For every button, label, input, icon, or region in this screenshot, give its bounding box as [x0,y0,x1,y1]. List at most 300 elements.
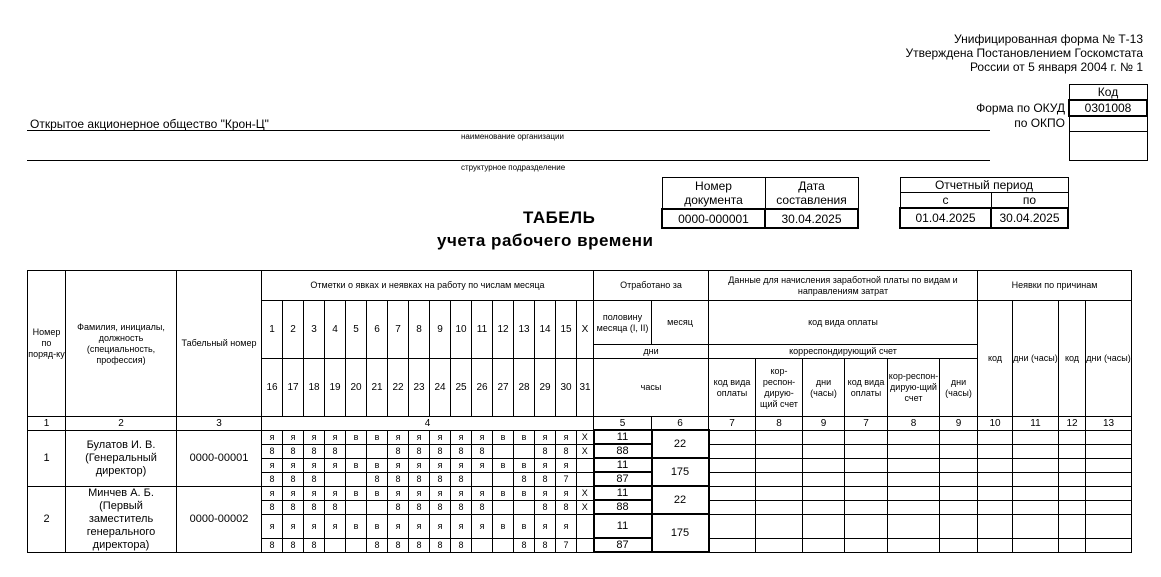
pay-absence-cell[interactable] [888,458,940,472]
day-mark-cell[interactable]: я [325,458,346,472]
pay-absence-cell[interactable] [1059,444,1086,458]
day-mark-cell[interactable]: я [304,514,325,538]
pay-absence-cell[interactable] [845,500,888,514]
day-mark-cell[interactable]: я [430,458,451,472]
day-header: 3 [304,301,325,359]
day-mark-cell[interactable]: в [514,458,535,472]
header-pay-code-1: код вида оплаты [709,359,756,417]
day-mark-cell[interactable]: 8 [535,444,556,458]
month-value[interactable]: 22 [652,486,709,514]
day-mark-cell[interactable] [577,514,594,538]
pay-absence-cell[interactable] [803,538,845,552]
day-mark-cell[interactable]: я [409,514,430,538]
day-header: 25 [451,359,472,417]
doc-number-header: Номер документа [662,178,765,210]
day-mark-cell[interactable]: я [472,430,493,444]
code-box [1068,84,1148,161]
period-to[interactable]: 30.04.2025 [991,208,1068,228]
pay-absence-cell[interactable] [756,514,803,538]
day-mark-cell[interactable]: 8 [514,538,535,552]
pay-absence-cell[interactable] [1059,538,1086,552]
day-mark-cell[interactable]: я [388,486,409,500]
day-mark-cell[interactable]: я [283,458,304,472]
header-absence-code-2: код [1059,301,1086,417]
month-value[interactable]: 175 [652,514,709,552]
day-mark-cell[interactable]: 8 [388,500,409,514]
half-month-value[interactable]: 87 [594,538,652,552]
day-mark-cell[interactable]: я [451,486,472,500]
half-month-value[interactable]: 11 [594,458,652,472]
header-fio: Фамилия, инициалы, должность (специальность, профессия) [66,271,177,417]
header-absence-days-1: дни (часы) [1013,301,1059,417]
header-pay-data: Данные для начисления заработной платы по видам и направлениям затрат [709,271,978,301]
pay-absence-cell[interactable] [978,500,1013,514]
day-mark-cell[interactable]: 8 [262,472,283,486]
day-mark-cell[interactable] [367,444,388,458]
day-mark-cell[interactable]: я [388,458,409,472]
approval-line-1: Унифицированная форма № Т-13 [954,32,1143,46]
day-header: 21 [367,359,388,417]
pay-absence-cell[interactable] [1059,472,1086,486]
day-mark-cell[interactable] [577,538,594,552]
column-number: 6 [652,417,709,431]
okpo-label: по ОКПО [1014,116,1065,130]
day-header: 30 [556,359,577,417]
pay-absence-cell[interactable] [1013,500,1059,514]
header-marks: Отметки о явках и неявках на работу по числам месяца [262,271,594,301]
column-number: 5 [594,417,652,431]
day-mark-cell[interactable] [346,472,367,486]
day-mark-cell[interactable] [577,458,594,472]
day-mark-cell[interactable]: я [304,458,325,472]
header-days-hours-2: дни (часы) [940,359,978,417]
pay-absence-cell[interactable] [978,486,1013,500]
half-month-value[interactable]: 11 [594,486,652,500]
pay-absence-cell[interactable] [1086,458,1132,472]
document-box [661,177,859,229]
half-month-value[interactable]: 11 [594,514,652,538]
day-mark-cell[interactable]: я [409,430,430,444]
day-header: X [577,301,594,359]
day-header: 2 [283,301,304,359]
pay-absence-cell[interactable] [940,486,978,500]
day-mark-cell[interactable] [325,472,346,486]
pay-absence-cell[interactable] [803,472,845,486]
pay-absence-cell[interactable] [1059,458,1086,472]
day-mark-cell[interactable]: я [409,486,430,500]
day-mark-cell[interactable]: 8 [283,472,304,486]
day-mark-cell[interactable]: X [577,500,594,514]
table-row [28,430,1132,444]
day-mark-cell[interactable]: 8 [283,500,304,514]
day-mark-cell[interactable] [346,444,367,458]
day-mark-cell[interactable]: я [556,458,577,472]
pay-absence-cell[interactable] [888,472,940,486]
day-mark-cell[interactable]: 8 [409,500,430,514]
day-mark-cell[interactable]: 8 [514,472,535,486]
day-mark-cell[interactable]: 8 [262,444,283,458]
day-mark-cell[interactable]: я [283,486,304,500]
pay-absence-cell[interactable] [756,430,803,444]
day-mark-cell[interactable]: 8 [430,472,451,486]
pay-absence-cell[interactable] [845,430,888,444]
day-header: 16 [262,359,283,417]
day-mark-cell[interactable] [514,444,535,458]
pay-absence-cell[interactable] [709,472,756,486]
day-mark-cell[interactable]: я [535,458,556,472]
pay-absence-cell[interactable] [756,500,803,514]
okud-label: Форма по ОКУД [976,101,1065,115]
pay-absence-cell[interactable] [756,486,803,500]
day-mark-cell[interactable]: я [262,458,283,472]
day-mark-cell[interactable]: 8 [430,500,451,514]
day-mark-cell[interactable]: 8 [451,472,472,486]
day-mark-cell[interactable]: я [325,486,346,500]
employee-tab-num: 0000-00001 [177,430,262,486]
day-mark-cell[interactable]: 7 [556,472,577,486]
day-mark-cell[interactable]: X [577,430,594,444]
day-mark-cell[interactable]: я [472,458,493,472]
day-header: 11 [472,301,493,359]
day-mark-cell[interactable]: я [535,486,556,500]
day-header: 4 [325,301,346,359]
day-mark-cell[interactable] [472,538,493,552]
day-mark-cell[interactable]: 8 [388,472,409,486]
pay-absence-cell[interactable] [888,486,940,500]
pay-absence-cell[interactable] [1059,430,1086,444]
pay-absence-cell[interactable] [1013,444,1059,458]
column-number: 8 [888,417,940,431]
pay-absence-cell[interactable] [940,500,978,514]
code-empty-cell[interactable] [1069,132,1147,161]
day-mark-cell[interactable]: я [304,486,325,500]
day-header: 8 [409,301,430,359]
pay-absence-cell[interactable] [978,444,1013,458]
day-header: 26 [472,359,493,417]
half-month-value[interactable]: 88 [594,444,652,458]
header-corr-1: кор-респон-дирую-щий счет [756,359,803,417]
day-mark-cell[interactable]: я [325,514,346,538]
pay-absence-cell[interactable] [709,430,756,444]
pay-absence-cell[interactable] [888,514,940,538]
pay-absence-cell[interactable] [1059,514,1086,538]
half-month-value[interactable]: 87 [594,472,652,486]
pay-absence-cell[interactable] [940,444,978,458]
day-mark-cell[interactable]: 8 [367,472,388,486]
column-number: 10 [978,417,1013,431]
day-mark-cell[interactable] [346,500,367,514]
day-mark-cell[interactable]: 8 [409,472,430,486]
day-mark-cell[interactable]: я [283,514,304,538]
day-mark-cell[interactable]: в [493,430,514,444]
day-mark-cell[interactable]: я [430,430,451,444]
day-mark-cell[interactable]: 8 [409,538,430,552]
day-header: 13 [514,301,535,359]
pay-absence-cell[interactable] [1086,472,1132,486]
pay-absence-cell[interactable] [709,514,756,538]
pay-absence-cell[interactable] [845,486,888,500]
day-mark-cell[interactable]: я [388,430,409,444]
pay-absence-cell[interactable] [1086,444,1132,458]
column-number: 12 [1059,417,1086,431]
column-number: 9 [940,417,978,431]
day-mark-cell[interactable]: в [367,430,388,444]
day-mark-cell[interactable]: в [514,514,535,538]
pay-absence-cell[interactable] [845,538,888,552]
day-mark-cell[interactable]: 8 [451,538,472,552]
code-header: Код [1069,85,1147,101]
pay-absence-cell[interactable] [940,472,978,486]
day-mark-cell[interactable]: я [556,430,577,444]
day-mark-cell[interactable]: 8 [304,538,325,552]
pay-absence-cell[interactable] [803,514,845,538]
day-header: 22 [388,359,409,417]
day-mark-cell[interactable]: я [535,430,556,444]
day-mark-cell[interactable]: я [472,514,493,538]
day-mark-cell[interactable]: 8 [388,444,409,458]
header-row-num: Номер по поряд-ку [28,271,66,417]
day-mark-cell[interactable]: 8 [325,444,346,458]
day-mark-cell[interactable]: 8 [262,538,283,552]
day-mark-cell[interactable]: 8 [430,538,451,552]
pay-absence-cell[interactable] [1086,500,1132,514]
day-mark-cell[interactable]: 8 [535,538,556,552]
pay-absence-cell[interactable] [1059,500,1086,514]
pay-absence-cell[interactable] [978,514,1013,538]
pay-absence-cell[interactable] [803,500,845,514]
pay-absence-cell[interactable] [709,444,756,458]
pay-absence-cell[interactable] [940,538,978,552]
day-header: 29 [535,359,556,417]
reporting-period [899,177,1069,229]
day-mark-cell[interactable]: я [304,430,325,444]
month-value[interactable]: 175 [652,458,709,486]
employee-tab-num: 0000-00002 [177,486,262,552]
column-number: 8 [756,417,803,431]
day-mark-cell[interactable]: я [283,430,304,444]
pay-absence-cell[interactable] [803,486,845,500]
day-mark-cell[interactable]: я [451,430,472,444]
day-mark-cell[interactable]: 8 [304,472,325,486]
pay-absence-cell[interactable] [940,458,978,472]
header-absence-days-2: дни (часы) [1086,301,1132,417]
day-mark-cell[interactable]: я [262,430,283,444]
day-mark-cell[interactable]: в [514,430,535,444]
day-mark-cell[interactable]: я [262,486,283,500]
day-mark-cell[interactable]: в [493,458,514,472]
day-mark-cell[interactable]: 8 [556,444,577,458]
day-mark-cell[interactable]: 8 [262,500,283,514]
day-mark-cell[interactable]: в [346,458,367,472]
day-mark-cell[interactable]: 8 [472,444,493,458]
subdivision-caption: структурное подразделение [461,163,566,172]
pay-absence-cell[interactable] [1013,514,1059,538]
pay-absence-cell[interactable] [845,472,888,486]
header-pay-code-2: код вида оплаты [845,359,888,417]
column-number: 4 [262,417,594,431]
pay-absence-cell[interactable] [709,486,756,500]
day-mark-cell[interactable]: 8 [451,500,472,514]
pay-absence-cell[interactable] [756,538,803,552]
day-mark-cell[interactable]: я [451,514,472,538]
day-mark-cell[interactable]: 8 [283,538,304,552]
half-month-value[interactable]: 88 [594,500,652,514]
period-to-label: по [991,193,1068,209]
day-mark-cell[interactable]: в [346,430,367,444]
day-mark-cell[interactable]: 8 [556,500,577,514]
day-header: 7 [388,301,409,359]
pay-absence-cell[interactable] [1013,486,1059,500]
pay-absence-cell[interactable] [1013,472,1059,486]
day-mark-cell[interactable]: я [430,514,451,538]
day-mark-cell[interactable]: 8 [283,444,304,458]
header-days: дни [594,345,709,359]
day-mark-cell[interactable]: 8 [325,500,346,514]
day-mark-cell[interactable]: в [493,486,514,500]
pay-absence-cell[interactable] [888,444,940,458]
day-mark-cell[interactable]: 7 [556,538,577,552]
pay-absence-cell[interactable] [888,538,940,552]
pay-absence-cell[interactable] [978,472,1013,486]
day-mark-cell[interactable] [514,500,535,514]
pay-absence-cell[interactable] [940,430,978,444]
pay-absence-cell[interactable] [1013,538,1059,552]
day-header: 31 [577,359,594,417]
pay-absence-cell[interactable] [1086,430,1132,444]
pay-absence-cell[interactable] [888,500,940,514]
pay-absence-cell[interactable] [845,444,888,458]
day-header: 1 [262,301,283,359]
okpo-value[interactable] [1069,116,1147,132]
form-approval [905,32,1143,74]
day-mark-cell[interactable]: 8 [535,472,556,486]
day-header: 14 [535,301,556,359]
pay-absence-cell[interactable] [888,430,940,444]
header-worked: Отработано за [594,271,709,301]
day-mark-cell[interactable]: я [262,514,283,538]
header-half-month: половину месяца (I, II) [594,301,652,345]
day-mark-cell[interactable]: 8 [472,500,493,514]
pay-absence-cell[interactable] [803,458,845,472]
pay-absence-cell[interactable] [1013,430,1059,444]
pay-absence-cell[interactable] [1059,486,1086,500]
document-subtitle: учета рабочего времени [437,231,654,250]
employee-row-num: 2 [28,486,66,552]
pay-absence-cell[interactable] [1086,514,1132,538]
day-mark-cell[interactable]: 8 [409,444,430,458]
day-mark-cell[interactable]: 8 [451,444,472,458]
header-hours: часы [594,359,709,417]
day-header: 20 [346,359,367,417]
day-mark-cell[interactable]: X [577,444,594,458]
pay-absence-cell[interactable] [709,458,756,472]
pay-absence-cell[interactable] [756,458,803,472]
document-title: ТАБЕЛЬ [523,208,596,227]
day-mark-cell[interactable]: 8 [388,538,409,552]
period-from[interactable]: 01.04.2025 [900,208,991,228]
day-mark-cell[interactable]: я [556,514,577,538]
day-header: 27 [493,359,514,417]
header-days-hours-1: дни (часы) [803,359,845,417]
approval-line-3: России от 5 января 2004 г. № 1 [969,60,1143,74]
header-absence-code-1: код [978,301,1013,417]
doc-number[interactable]: 0000-000001 [662,209,765,228]
day-mark-cell[interactable]: я [472,486,493,500]
day-mark-cell[interactable]: я [430,486,451,500]
pay-absence-cell[interactable] [940,514,978,538]
pay-absence-cell[interactable] [1013,458,1059,472]
column-number: 2 [66,417,177,431]
pay-absence-cell[interactable] [803,444,845,458]
day-mark-cell[interactable]: я [325,430,346,444]
day-header: 12 [493,301,514,359]
day-mark-cell[interactable]: 8 [430,444,451,458]
day-header: 18 [304,359,325,417]
day-mark-cell[interactable] [493,472,514,486]
day-mark-cell[interactable]: я [388,514,409,538]
pay-absence-cell[interactable] [845,514,888,538]
day-mark-cell[interactable] [577,472,594,486]
day-mark-cell[interactable]: в [346,486,367,500]
pay-absence-cell[interactable] [1086,486,1132,500]
day-mark-cell[interactable]: в [367,514,388,538]
day-mark-cell[interactable]: я [409,458,430,472]
day-mark-cell[interactable]: в [346,514,367,538]
pay-absence-cell[interactable] [756,472,803,486]
day-mark-cell[interactable]: X [577,486,594,500]
okud-value[interactable]: 0301008 [1069,100,1147,116]
pay-absence-cell[interactable] [803,430,845,444]
day-mark-cell[interactable]: в [493,514,514,538]
day-mark-cell[interactable]: в [514,486,535,500]
organization-caption: наименование организации [461,132,564,141]
column-number: 9 [803,417,845,431]
pay-absence-cell[interactable] [756,444,803,458]
day-header: 10 [451,301,472,359]
day-mark-cell[interactable]: я [535,514,556,538]
day-mark-cell[interactable]: я [556,486,577,500]
day-mark-cell[interactable]: 8 [367,538,388,552]
day-mark-cell[interactable] [367,500,388,514]
day-mark-cell[interactable] [493,500,514,514]
employee-name: Булатов И. В. (Генеральный директор) [66,430,177,486]
month-value[interactable]: 22 [652,430,709,458]
day-mark-cell[interactable]: 8 [535,500,556,514]
day-mark-cell[interactable]: 8 [304,500,325,514]
day-mark-cell[interactable] [472,472,493,486]
day-mark-cell[interactable]: я [451,458,472,472]
day-mark-cell[interactable] [493,444,514,458]
half-month-value[interactable]: 11 [594,430,652,444]
doc-date[interactable]: 30.04.2025 [765,209,858,228]
pay-absence-cell[interactable] [1086,538,1132,552]
pay-absence-cell[interactable] [845,458,888,472]
day-mark-cell[interactable]: в [367,458,388,472]
pay-absence-cell[interactable] [978,538,1013,552]
pay-absence-cell[interactable] [709,538,756,552]
header-month: месяц [652,301,709,345]
day-mark-cell[interactable]: в [367,486,388,500]
day-mark-cell[interactable] [325,538,346,552]
pay-absence-cell[interactable] [978,430,1013,444]
day-mark-cell[interactable]: 8 [304,444,325,458]
pay-absence-cell[interactable] [709,500,756,514]
day-mark-cell[interactable] [493,538,514,552]
pay-absence-cell[interactable] [978,458,1013,472]
column-number: 3 [177,417,262,431]
table-row [28,486,1132,500]
day-mark-cell[interactable] [346,538,367,552]
